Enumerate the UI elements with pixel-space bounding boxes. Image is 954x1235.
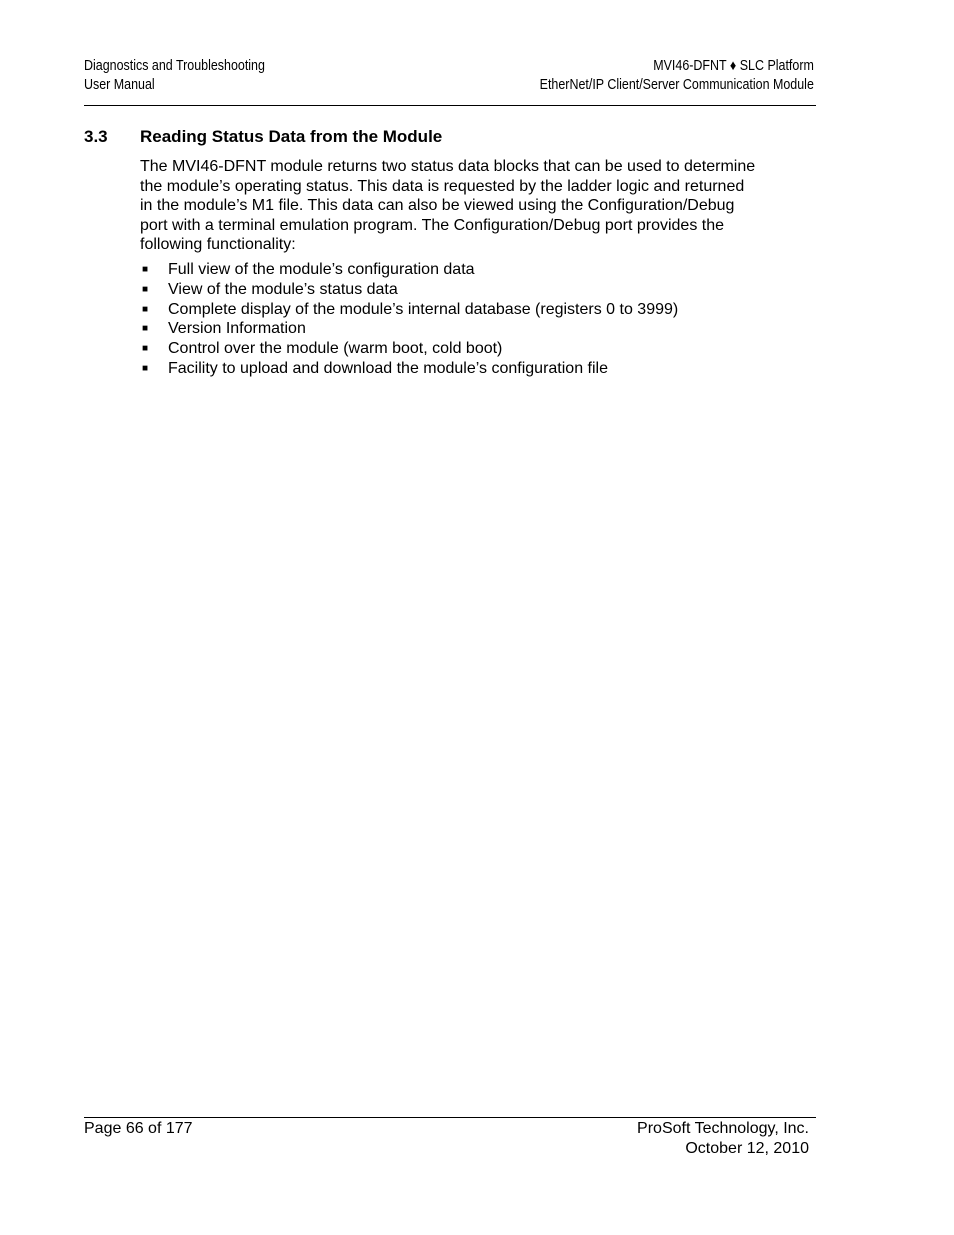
page-header (84, 57, 814, 97)
list-item-text: Full view of the module’s configuration data (168, 260, 475, 278)
footer-date: October 12, 2010 (685, 1139, 809, 1157)
header-divider (84, 105, 816, 106)
list-item (140, 359, 760, 379)
header-product-name: MVI46-DFNT ♦ SLC Platform (653, 58, 814, 74)
list-item-text: Facility to upload and download the module’s configuration file (168, 359, 608, 377)
header-product-description: EtherNet/IP Client/Server Communication Module (539, 77, 814, 93)
section-title: Reading Status Data from the Module (140, 127, 443, 146)
header-left (84, 57, 265, 95)
square-bullet-icon: ■ (142, 303, 149, 315)
list-item (140, 280, 760, 300)
footer-company: ProSoft Technology, Inc. (637, 1120, 809, 1137)
square-bullet-icon: ■ (142, 323, 149, 335)
list-item (140, 339, 760, 359)
list-item (140, 319, 760, 339)
list-item (140, 300, 760, 320)
section-paragraph: The MVI46-DFNT module returns two status data blocks that can be used to determine the module’s operating status. This data is requested by the ladder logic and returned in the module’s M1 file. This data can also be viewed using the Configuration/Debug port with a terminal emulation program. The Configuration/Debug port provides the following functionality: (140, 158, 756, 254)
list-item-text: View of the module’s status data (168, 280, 398, 298)
header-chapter-title: Diagnostics and Troubleshooting (84, 58, 265, 74)
list-item-text: Complete display of the module’s internal database (registers 0 to 3999) (168, 300, 679, 318)
header-right (540, 57, 814, 95)
page-number: Page 66 of 177 (84, 1120, 193, 1137)
section-number: 3.3 (84, 127, 108, 146)
square-bullet-icon: ■ (142, 362, 149, 374)
square-bullet-icon: ■ (142, 283, 149, 295)
footer-right (637, 1119, 809, 1158)
footer-divider (84, 1117, 816, 1118)
list-item-text: Version Information (168, 320, 306, 338)
square-bullet-icon: ■ (142, 343, 149, 355)
header-document-type: User Manual (84, 77, 155, 93)
list-item-text: Control over the module (warm boot, cold boot) (168, 340, 503, 358)
functionality-list (140, 260, 760, 379)
list-item (140, 260, 760, 280)
square-bullet-icon: ■ (142, 263, 149, 275)
section-heading (84, 126, 784, 148)
section-body (140, 157, 760, 379)
